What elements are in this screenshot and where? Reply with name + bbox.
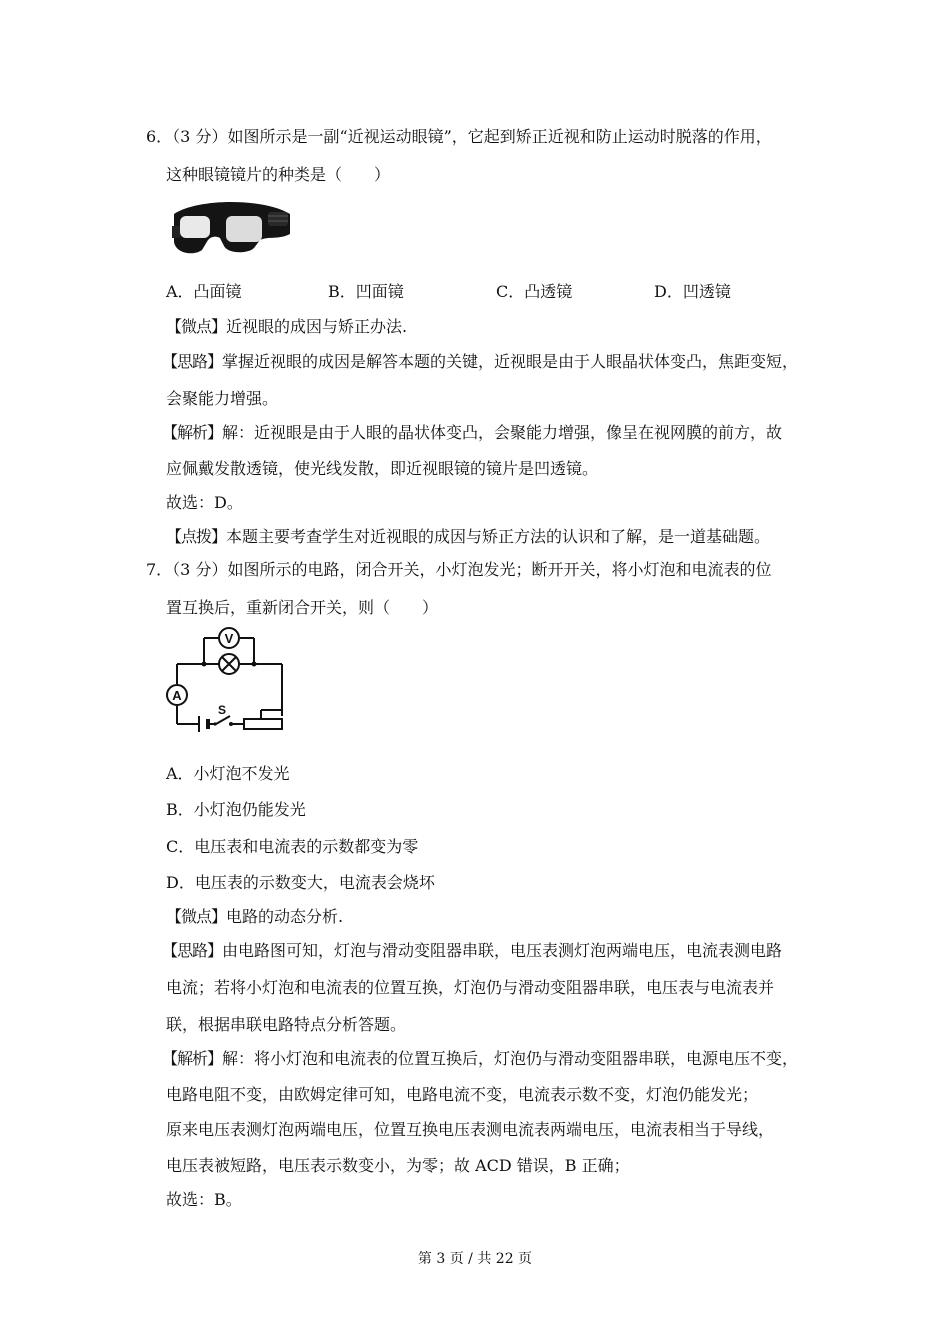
q7-jiexi-line-2: 电路电阻不变，由欧姆定律可知，电路电流不变，电流表示数不变，灯泡仍能发光； xyxy=(166,1085,759,1104)
page-footer: 第 3 页 / 共 22 页 xyxy=(417,1251,533,1267)
q7-jiexi-text-1: 解：将小灯泡和电流表的位置互换后，灯泡仍与滑动变阻器串联，电源电压不变， xyxy=(222,1049,799,1068)
q6-silu-line-2: 会聚能力增强。 xyxy=(166,389,279,408)
q7-stem-line-2: 置互换后，重新闭合开关，则（ ） xyxy=(166,598,439,617)
q6-jiexi-line-2: 应佩戴发散透镜，使光线发散，即近视眼镜的镜片是凹透镜。 xyxy=(166,459,599,478)
q6-option-d: D．凹透镜 xyxy=(654,282,731,301)
q6-dianbo-text: 本题主要考查学生对近视眼的成因与矫正方法的认识和了解，是一道基础题。 xyxy=(226,527,771,546)
q6-weidian xyxy=(166,317,407,337)
circuit-diagram xyxy=(164,626,288,738)
q7-weidian-tag: 【微点】 xyxy=(166,907,227,926)
q7-option-b: B．小灯泡仍能发光 xyxy=(166,800,306,819)
q7-stem-line-1: 7．（3 分）如图所示的电路，闭合开关，小灯泡发光；断开开关，将小灯泡和电流表的位 xyxy=(146,560,772,579)
switch-label: S xyxy=(217,703,227,717)
q6-weidian-text: 近视眼的成因与矫正办法. xyxy=(226,317,408,336)
q7-option-d: D．电压表的示数变大，电流表会烧坏 xyxy=(166,873,435,892)
q6-option-c: C．凸透镜 xyxy=(496,282,573,301)
q6-dianbo-tag: 【点拨】 xyxy=(166,527,227,546)
q7-silu-text-1: 由电路图可知，灯泡与滑动变阻器串联，电压表测灯泡两端电压，电流表测电路 xyxy=(222,941,783,960)
q6-weidian-tag: 【微点】 xyxy=(166,317,227,336)
q7-silu-line-2: 电流；若将小灯泡和电流表的位置互换，灯泡仍与滑动变阻器串联，电压表与电流表并 xyxy=(166,978,775,997)
q7-jiexi-line-4: 电压表被短路，电压表示数变小，为零；故 ACD 错误，B 正确； xyxy=(166,1156,630,1175)
q7-option-a: A．小灯泡不发光 xyxy=(166,764,290,783)
q6-stem-line-2: 这种眼镜镜片的种类是（ ） xyxy=(166,165,391,184)
q6-silu-line-1 xyxy=(162,352,798,372)
q7-silu-line-3: 联，根据串联电路特点分析答题。 xyxy=(166,1015,407,1034)
voltmeter-label: V xyxy=(224,631,234,646)
q6-silu-tag: 【思路】 xyxy=(162,352,223,371)
q6-jiexi-text-1: 解：近视眼是由于人眼的晶状体变凸，会聚能力增强，像呈在视网膜的前方，故 xyxy=(222,423,783,442)
q6-jiexi-line-1 xyxy=(162,423,782,443)
q7-weidian-text: 电路的动态分析. xyxy=(226,907,344,926)
q7-option-c: C．电压表和电流表的示数都变为零 xyxy=(166,837,419,856)
q7-silu-tag: 【思路】 xyxy=(162,941,223,960)
q7-jiexi-tag: 【解析】 xyxy=(162,1049,223,1068)
q6-option-b: B．凹面镜 xyxy=(328,282,404,301)
q7-jiexi-line-1 xyxy=(162,1049,798,1069)
sports-glasses-image xyxy=(168,196,294,258)
q7-answer: 故选：B。 xyxy=(166,1190,242,1209)
q7-jiexi-line-3: 原来电压表测灯泡两端电压，位置互换电压表测电流表两端电压，电流表相当于导线， xyxy=(166,1120,775,1139)
q6-silu-text-1: 掌握近视眼的成因是解答本题的关键，近视眼是由于人眼晶状体变凸，焦距变短， xyxy=(222,352,799,371)
q7-weidian xyxy=(166,907,343,927)
q6-jiexi-tag: 【解析】 xyxy=(162,423,223,442)
q6-dianbo xyxy=(166,527,770,547)
q6-option-a: A．凸面镜 xyxy=(166,282,242,301)
q6-answer: 故选：D。 xyxy=(166,493,243,512)
ammeter-label: A xyxy=(172,688,182,703)
q6-stem-line-1: 6．（3 分）如图所示是一副“近视运动眼镜”，它起到矫正近视和防止运动时脱落的作用， xyxy=(146,127,772,146)
q7-silu-line-1 xyxy=(162,941,782,961)
